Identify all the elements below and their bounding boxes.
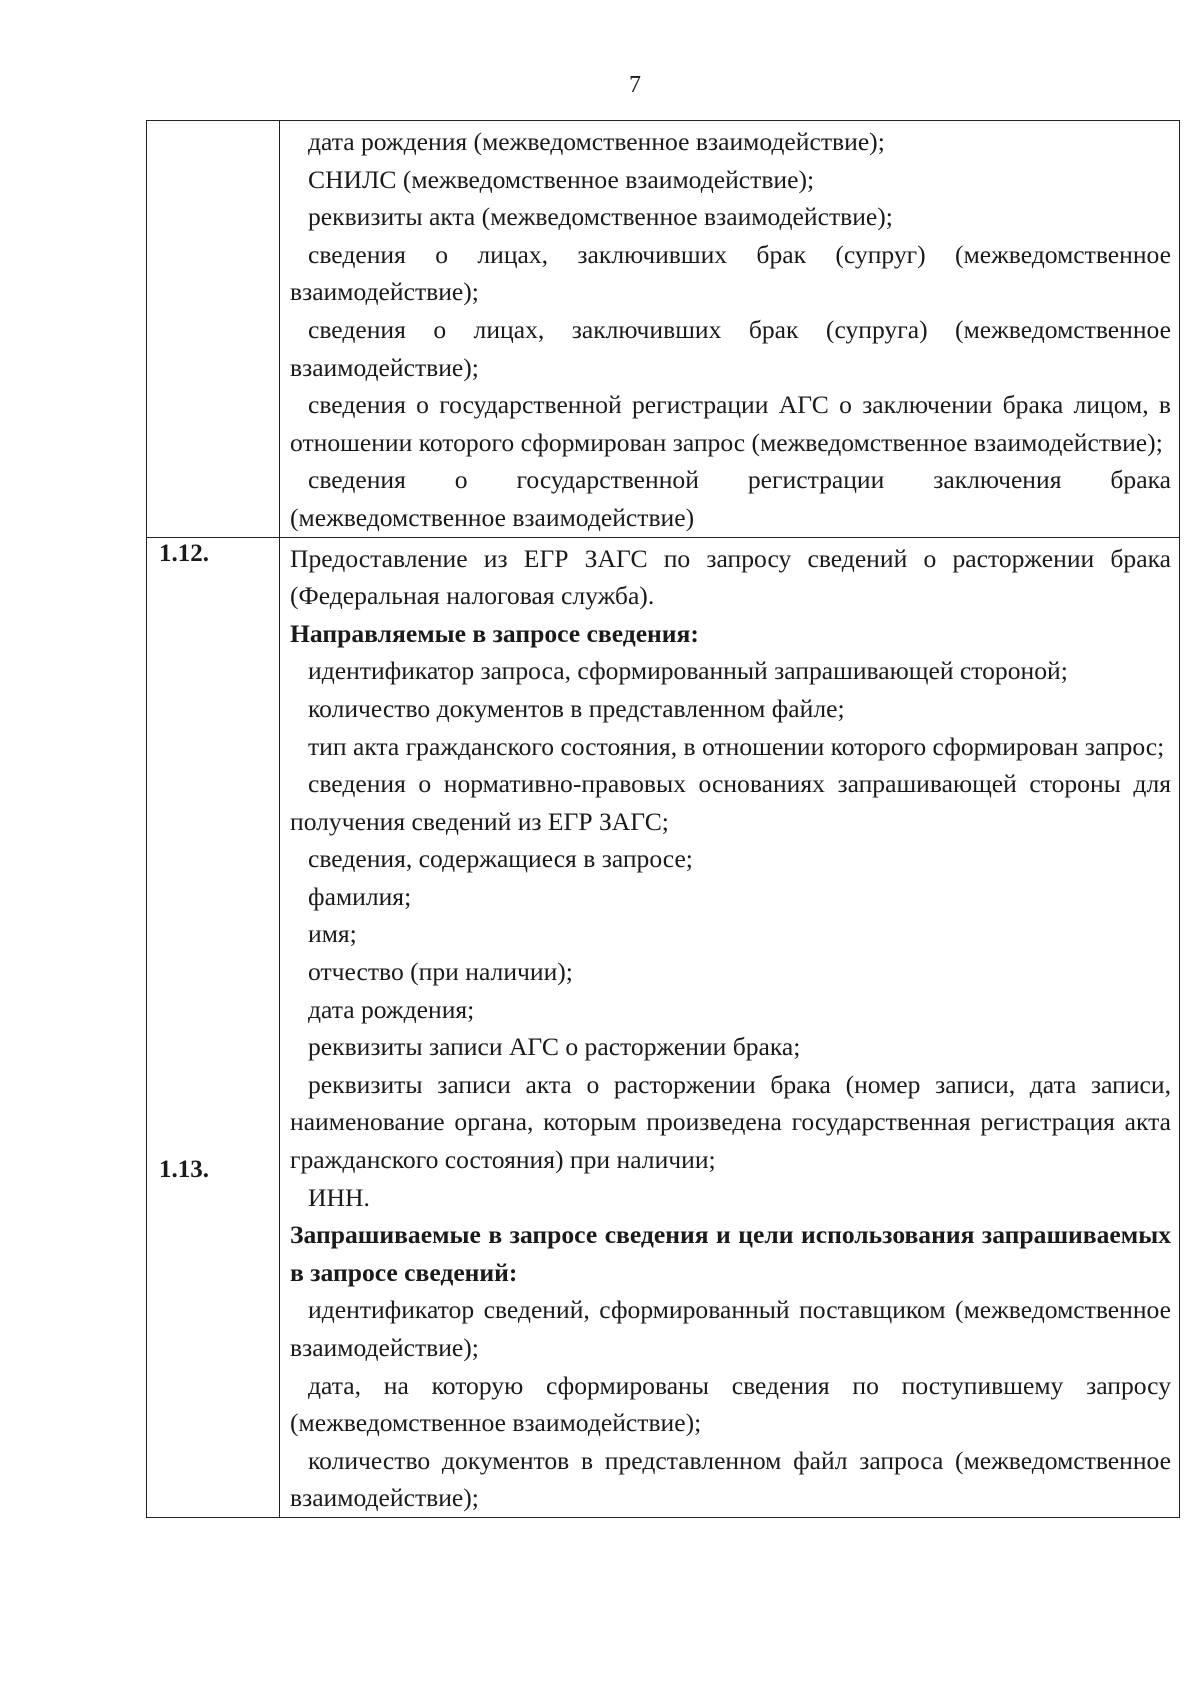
requirements-table (146, 120, 1180, 1518)
list-item: сведения о лицах, заключивших брак (супруг) (межведомственное взаимодействие); (290, 239, 1171, 307)
section-heading-requested: Запрашиваемые в запросе сведения и цели использования запрашиваемых в запросе сведений: (290, 1220, 1171, 1287)
list-item: дата рождения; (308, 994, 475, 1024)
list-item: сведения о государственной регистрации заключения брака (межведомственное взаимодействие) (290, 465, 1171, 532)
list-item: тип акта гражданского состояния, в отношении которого сформирован запрос; (308, 731, 1165, 761)
row-number-cell (147, 537, 280, 1517)
list-item: реквизиты записи акта о расторжении брака (номер записи, дата записи, наименование органа, которым произведена государственная регистрация акта гражданского состояния) при наличии; (290, 1069, 1171, 1175)
list-item: количество документов в представленном файле; (308, 693, 845, 723)
table-row (147, 121, 1180, 538)
row-content-cell (280, 121, 1180, 538)
list-item: реквизиты акта (межведомственное взаимодействие); (308, 202, 893, 232)
row-number-cell (147, 121, 280, 538)
list-item: идентификатор сведений, сформированный поставщиком (межведомственное взаимодействие); (290, 1295, 1171, 1362)
section-heading-sent: Направляемые в запросе сведения: (290, 618, 699, 648)
list-item: реквизиты записи АГС о расторжении брака; (308, 1032, 801, 1062)
list-item: количество документов в представленном файл запроса (межведомственное взаимодействие); (290, 1445, 1171, 1513)
row-intro: Предоставление из ЕГР ЗАГС по запросу сведений о расторжении брака (Федеральная налоговая служба). (290, 543, 1171, 611)
page-number: 7 (629, 72, 641, 98)
list-item: идентификатор запроса, сформированный запрашивающей стороной; (308, 656, 1068, 686)
list-item: имя; (308, 919, 357, 949)
list-item: ИНН. (308, 1182, 370, 1212)
row-content-cell (280, 537, 1180, 1517)
list-item: отчество (при наличии); (308, 957, 573, 987)
list-item: сведения о нормативно-правовых основаниях запрашивающей стороны для получения сведений из ЕГР ЗАГС; (290, 769, 1171, 836)
list-item: сведения, содержащиеся в запросе; (308, 844, 693, 874)
list-item: дата рождения (межведомственное взаимодействие); (308, 127, 885, 156)
list-item: фамилия; (308, 881, 412, 911)
row-number: 1.12. (159, 539, 209, 567)
list-item: дата, на которую сформированы сведения по поступившему запросу (межведомственное взаимодействие); (290, 1370, 1171, 1438)
list-item: сведения о лицах, заключивших брак (супруга) (межведомственное взаимодействие); (290, 314, 1171, 382)
row-number-2: 1.13. (159, 1155, 209, 1183)
list-item: СНИЛС (межведомственное взаимодействие); (308, 164, 815, 194)
list-item: сведения о государственной регистрации АГС о заключении брака лицом, в отношении которого сформирован запрос (межведомственное взаимодействие); (290, 390, 1171, 457)
table-row (147, 537, 1180, 1517)
